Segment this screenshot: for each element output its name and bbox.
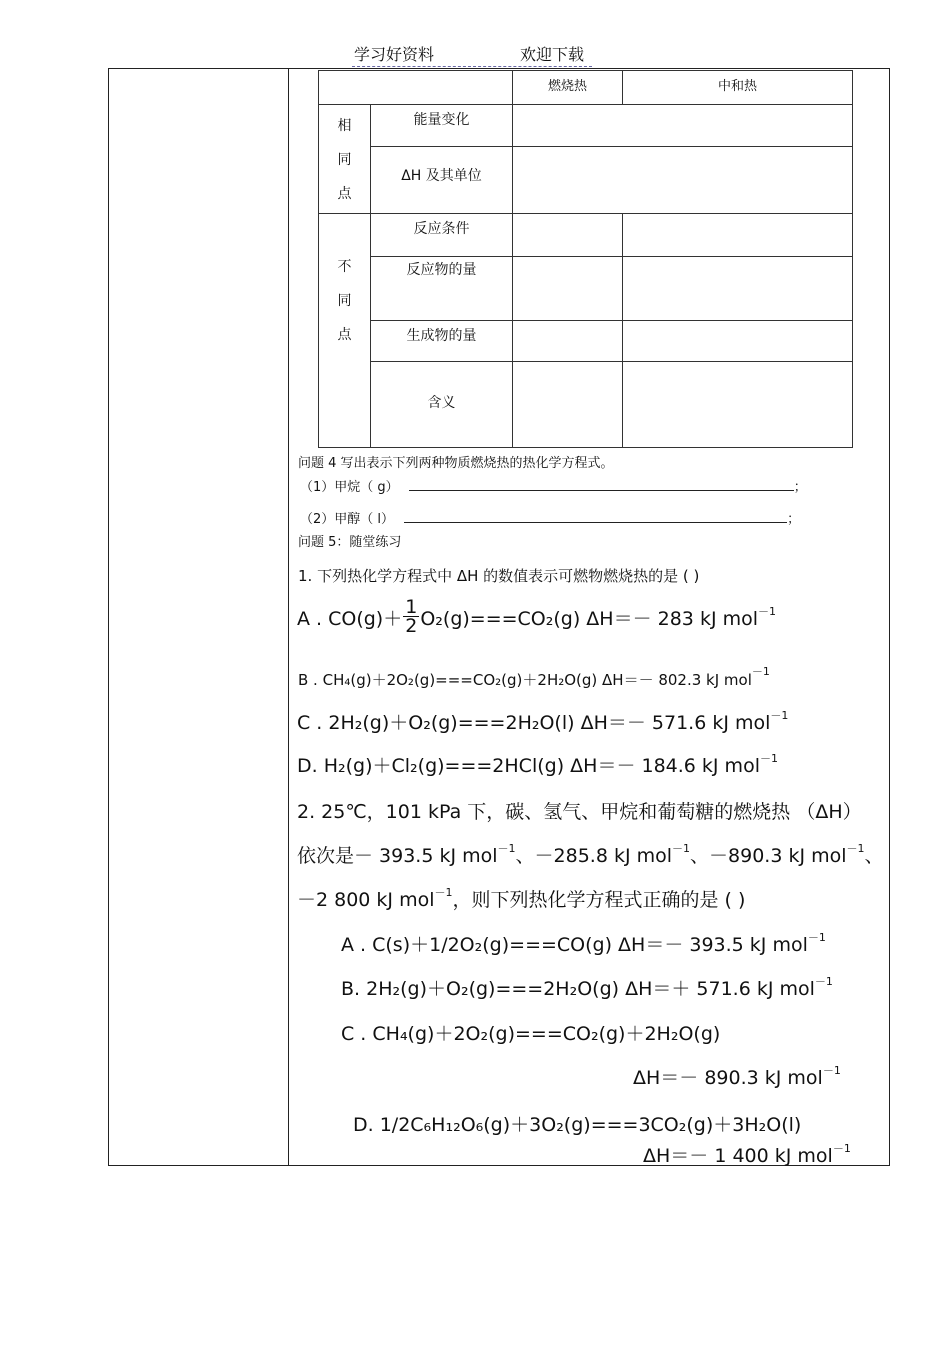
cell-reactant-neutral: [623, 257, 853, 321]
cell-cond-neutral: [623, 214, 853, 257]
p1-stem: 1. 下列热化学方程式中 ΔH 的数值表示可燃物燃烧热的是 ( ): [298, 567, 700, 585]
row-label-energy: 能量变化: [371, 105, 513, 147]
row-label-cond: 反应条件: [371, 214, 513, 257]
q4-item2: （2）甲醇（ l） ；: [300, 512, 801, 527]
p2-option-b: B. 2H₂(g)＋O₂(g)===2H₂O(g) ΔH＝＋ 571.6 kJ mol$^{-1}$: [341, 975, 833, 1000]
p2-option-c-line-2: ΔH＝－ 890.3 kJ mol$^{-1}$: [633, 1064, 841, 1089]
p1-option-c: C . 2H₂(g)＋O₂(g)===2H₂O(l) ΔH＝－ 571.6 kJ mol$^{-1}$: [297, 709, 789, 734]
p2-option-d-line-2: ΔH＝－ 1 400 kJ mol$^{-1}$: [643, 1142, 851, 1167]
column-divider: [288, 68, 289, 1166]
header-divider: [352, 66, 592, 67]
p2-line-1: 2. 25℃，101 kPa 下，碳、氢气、甲烷和葡萄糖的燃烧热 （ΔH）: [297, 801, 862, 823]
row-label-meaning: 含义: [371, 362, 513, 448]
col-header-neutral: 中和热: [623, 71, 853, 105]
cell-product-neutral: [623, 321, 853, 362]
q4-answer-line-2[interactable]: [404, 522, 787, 523]
cell-reactant-burn: [513, 257, 623, 321]
p2-line-3: －2 800 kJ mol$^{-1}$，则下列热化学方程式正确的是 ( ): [297, 886, 746, 911]
row-label-dh: ΔH 及其单位: [371, 147, 513, 214]
group-same: 相 同 点: [319, 105, 371, 214]
p2-line-2: 依次是－ 393.5 kJ mol$^{-1}$、－285.8 kJ mol$^{-1}$、－890.3 kJ mol$^{-1}$、: [297, 842, 884, 867]
cell-product-burn: [513, 321, 623, 362]
q5-title: 问题 5：随堂练习: [298, 535, 402, 550]
col-header-burn: 燃烧热: [513, 71, 623, 105]
p1-option-a: A . CO(g)＋ $\frac{1}{2}$ O₂(g)===CO₂(g) ΔH＝－ 283 kJ mol$^{-1}$: [297, 596, 776, 637]
p2-option-a: A . C(s)＋1/2O₂(g)===CO(g) ΔH＝－ 393.5 kJ mol$^{-1}$: [341, 931, 826, 956]
cell-dh: [513, 147, 853, 214]
cell-meaning-burn: [513, 362, 623, 448]
p2-option-c-line-1: C . CH₄(g)＋2O₂(g)===CO₂(g)＋2H₂O(g): [341, 1023, 721, 1045]
row-label-product: 生成物的量: [371, 321, 513, 362]
header-right: 欢迎下载: [520, 45, 585, 64]
table-corner: [319, 71, 513, 105]
cell-cond-burn: [513, 214, 623, 257]
group-diff: 不 同 点: [319, 214, 371, 448]
header-left: 学习好资料: [354, 45, 435, 64]
q4-answer-line-1[interactable]: [409, 490, 794, 491]
p2-option-d-line-1: D. 1/2C₆H₁₂O₆(g)＋3O₂(g)===3CO₂(g)＋3H₂O(l): [353, 1114, 802, 1136]
p1-option-b: B . CH₄(g)＋2O₂(g)===CO₂(g)＋2H₂O(g) ΔH＝－ 802.3 kJ mol$^{-1}$: [298, 665, 770, 689]
cell-energy: [513, 105, 853, 147]
q4-title: 问题 4 写出表示下列两种物质燃烧热的热化学方程式。: [298, 456, 614, 471]
cell-meaning-neutral: [623, 362, 853, 448]
comparison-table: [318, 70, 853, 448]
q4-item1: （1）甲烷（ g） ；: [300, 480, 807, 495]
row-label-reactant: 反应物的量: [371, 257, 513, 321]
p1-option-d: D. H₂(g)＋Cl₂(g)===2HCl(g) ΔH＝－ 184.6 kJ mol$^{-1}$: [297, 752, 778, 777]
